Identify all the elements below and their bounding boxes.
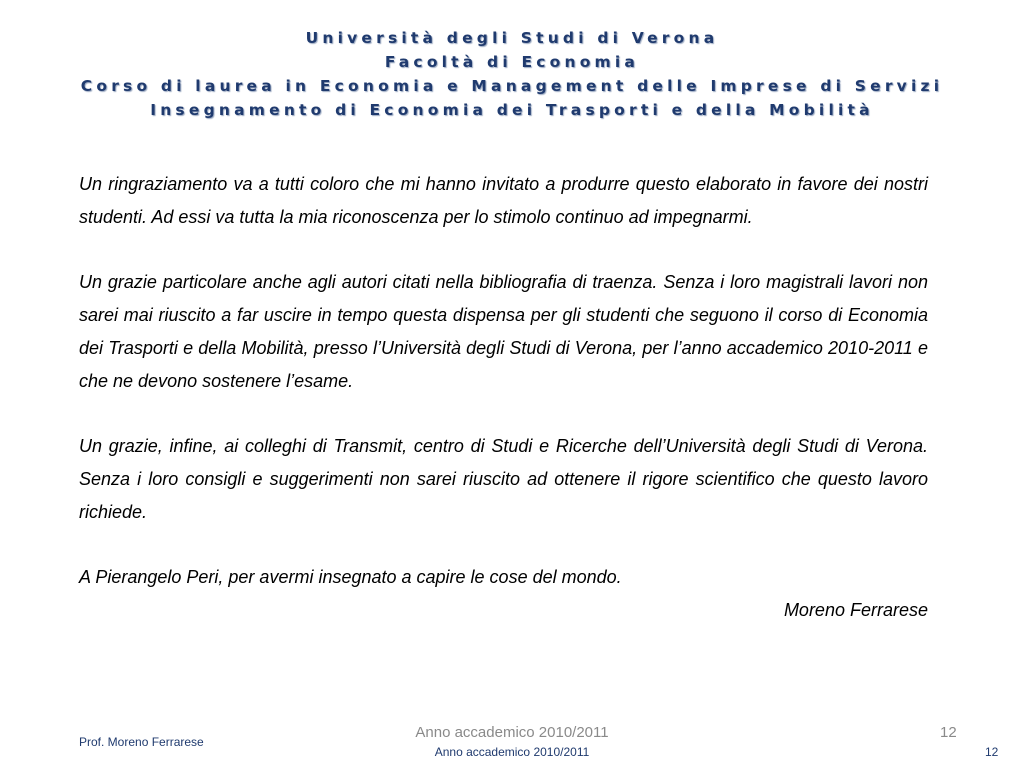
footer-academic-year-bottom: Anno accademico 2010/2011 xyxy=(434,745,590,759)
paragraph-dedication: A Pierangelo Peri, per avermi insegnato a capire le cose del mondo. xyxy=(79,567,622,587)
signature: Moreno Ferrarese xyxy=(783,600,928,620)
slide-header xyxy=(0,26,1024,122)
footer-academic-year-top: Anno accademico 2010/2011 xyxy=(415,724,609,741)
paragraph-thanks-transmit: Un grazie, infine, ai colleghi di Transmit, centro di Studi e Ricerche dell’Università degli Studi di Verona. Senza i loro consigli e suggerimenti non sarei riuscito ad ottenere il rigore scientifico che questo lavoro richiede. xyxy=(79,436,928,522)
university-title: Università degli Studi di Verona xyxy=(305,29,719,47)
paragraph-thanks-authors: Un grazie particolare anche agli autori citati nella bibliografia di traenza. Senza i loro magistrali lavori non sarei mai riuscito a far uscire in tempo questa dispensa per gli studenti che seguono il corso di Economia dei Trasporti e della Mobilità, presso l’Università degli Studi di Verona, per l’anno accademico 2010-2011 e che ne devono sostenere l’esame. xyxy=(79,272,928,391)
course-title: Corso di laurea in Economia e Management delle Imprese di Servizi xyxy=(80,77,944,95)
page-number-top: 12 xyxy=(940,724,957,741)
page-number-bottom: 12 xyxy=(985,745,999,759)
footer-author: Prof. Moreno Ferrarese xyxy=(79,735,204,749)
faculty-title: Facoltà di Economia xyxy=(384,53,640,71)
acknowledgements-body xyxy=(79,168,928,627)
teaching-title: Insegnamento di Economia dei Trasporti e della Mobilità xyxy=(150,101,874,119)
paragraph-thanks-colleagues: Un ringraziamento va a tutti coloro che mi hanno invitato a produrre questo elaborato in favore dei nostri studenti. Ad essi va tutta la mia riconoscenza per lo stimolo continuo ad impegnarmi. xyxy=(79,174,928,227)
